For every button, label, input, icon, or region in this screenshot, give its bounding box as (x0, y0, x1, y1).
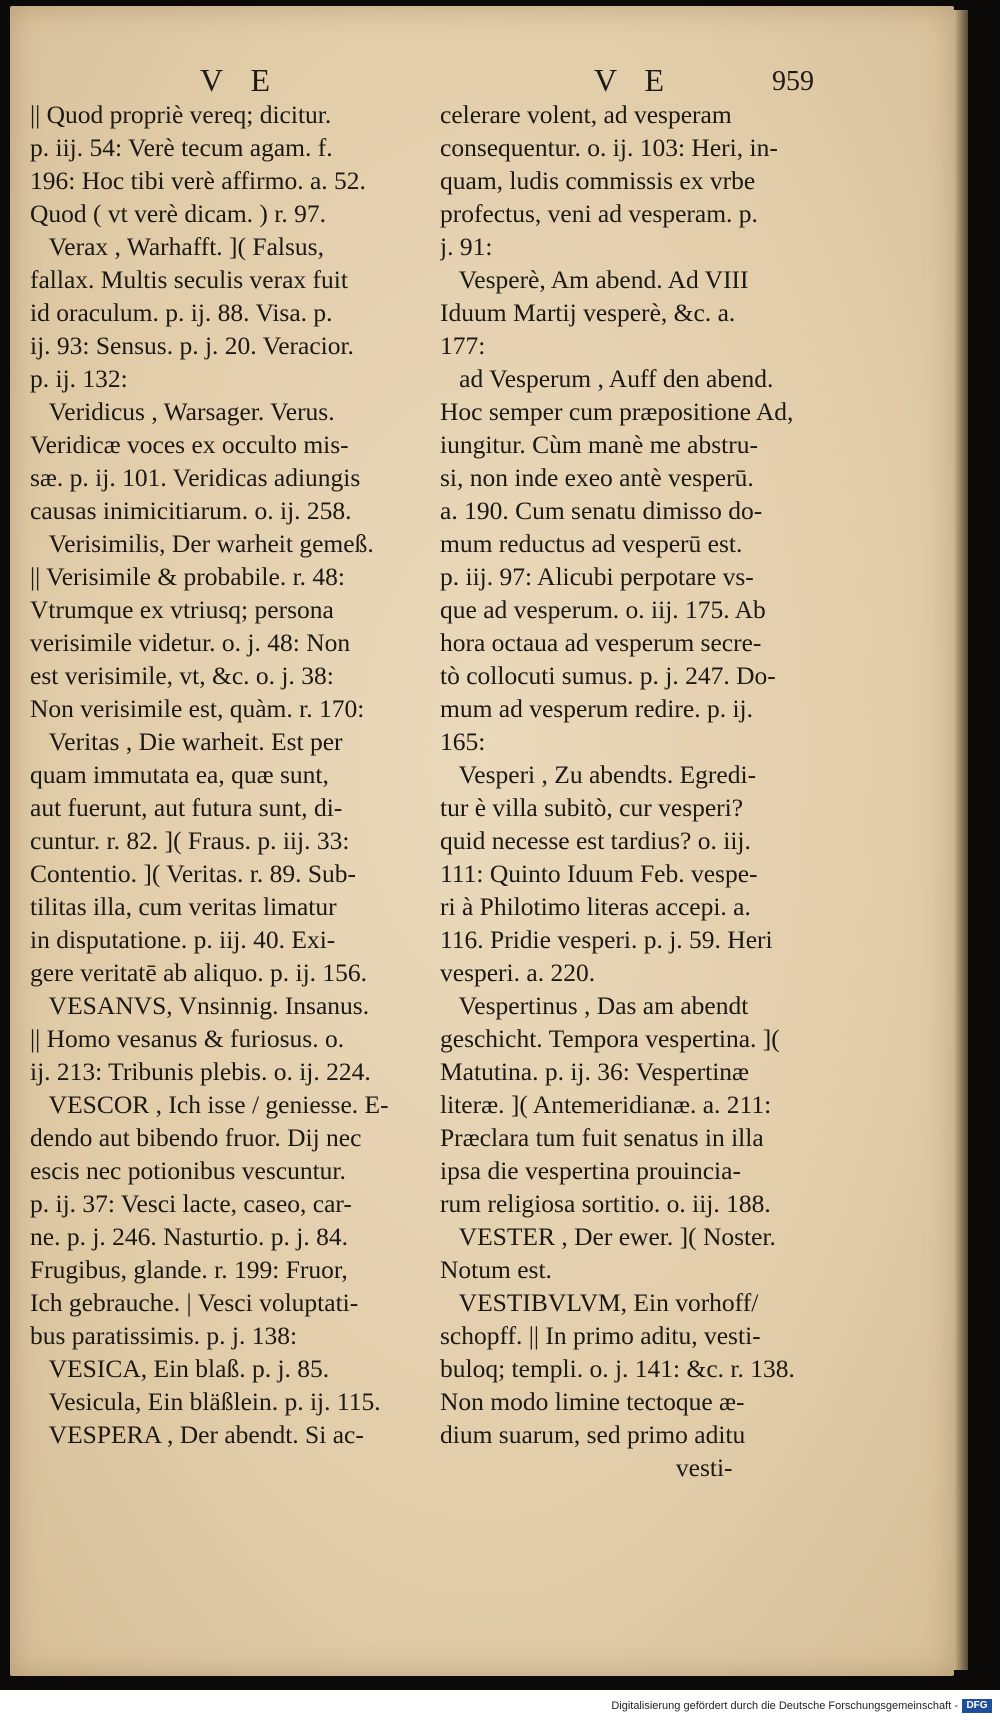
text-line: quam, ludis commissis ex vrbe (440, 166, 756, 195)
text-line: Non modo limine tectoque æ- (440, 1387, 745, 1416)
text-line: cuntur. r. 82. ]( Fraus. p. iij. 33: (30, 826, 350, 855)
text-line: Vtrumque ex vtriusq; persona (30, 595, 334, 624)
text-line: Contentio. ]( Veritas. r. 89. Sub- (30, 859, 357, 888)
text-line: bus paratissimis. p. j. 138: (30, 1321, 298, 1350)
text-line: gere veritatē ab aliquo. p. ij. 156. (30, 958, 368, 987)
text-line: Veridicus , Warsager. Verus. (30, 397, 335, 426)
text-line: Verisimilis, Der warheit gemeß. (30, 529, 374, 558)
text-line: ri à Philotimo literas accepi. a. (440, 892, 751, 921)
text-line: VESICA, Ein blaß. p. j. 85. (30, 1354, 330, 1383)
text-line: tur è villa subitò, cur vesperi? (440, 793, 744, 822)
text-line: Ich gebrauche. | Vesci voluptati- (30, 1288, 359, 1317)
text-line: VESANVS, Vnsinnig. Insanus. (30, 991, 370, 1020)
text-line: si, non inde exeo antè vesperū. (440, 463, 754, 492)
left-text-column (30, 98, 450, 1451)
text-line: fallax. Multis seculis verax fuit (30, 265, 348, 294)
text-line: causas inimicitiarum. o. ij. 258. (30, 496, 352, 525)
text-line: || Quod propriè vereq; dicitur. (30, 100, 332, 129)
text-line: id oraculum. p. ij. 88. Visa. p. (30, 298, 333, 327)
text-line: buloq; templi. o. j. 141: &c. r. 138. (440, 1354, 795, 1383)
text-line: j. 91: (440, 232, 493, 261)
text-line: Quod ( vt verè dicam. ) r. 97. (30, 199, 327, 228)
funding-credit: Digitalisierung gefördert durch die Deutsche Forschungsgemeinschaft - (611, 1700, 958, 1712)
text-line: consequentur. o. ij. 103: Heri, in- (440, 133, 778, 162)
text-line: Notum est. (440, 1255, 552, 1284)
text-line: p. ij. 37: Vesci lacte, caseo, car- (30, 1189, 352, 1218)
text-line: VESCOR , Ich isse / geniesse. E- (30, 1090, 389, 1119)
text-line: vesperi. a. 220. (440, 958, 596, 987)
text-line: VESPERA , Der abendt. Si ac- (30, 1420, 364, 1449)
text-line: dium suarum, sed primo aditu (440, 1420, 746, 1449)
text-line: hora octaua ad vesperum secre- (440, 628, 762, 657)
text-line: Frugibus, glande. r. 199: Fruor, (30, 1255, 348, 1284)
text-line: 165: (440, 727, 486, 756)
text-line: in disputatione. p. iij. 40. Exi- (30, 925, 336, 954)
text-line: Hoc semper cum præpositione Ad, (440, 397, 794, 426)
text-line: quid necesse est tardius? o. iij. (440, 826, 751, 855)
text-line: Iduum Martij vesperè, &c. a. (440, 298, 736, 327)
text-line: ij. 93: Sensus. p. j. 20. Veracior. (30, 331, 354, 360)
text-line: que ad vesperum. o. iij. 175. Ab (440, 595, 766, 624)
text-line: Non verisimile est, quàm. r. 170: (30, 694, 365, 723)
text-line: profectus, veni ad vesperam. p. (440, 199, 758, 228)
text-line: 177: (440, 331, 486, 360)
text-line: Vesperi , Zu abendts. Egredi- (440, 760, 757, 789)
text-line: celerare volent, ad vesperam (440, 100, 732, 129)
text-line: literæ. ]( Antemeridianæ. a. 211: (440, 1090, 772, 1119)
text-line: mum ad vesperum redire. p. ij. (440, 694, 753, 723)
text-line: || Homo vesanus & furiosus. o. (30, 1024, 345, 1053)
text-line: ne. p. j. 246. Nasturtio. p. j. 84. (30, 1222, 349, 1251)
text-line: ad Vesperum , Auff den abend. (440, 364, 774, 393)
text-line: || Verisimile & probabile. r. 48: (30, 562, 345, 591)
text-line: tò collocuti sumus. p. j. 247. Do- (440, 661, 776, 690)
text-line: dendo aut bibendo fruor. Dij nec (30, 1123, 362, 1152)
text-line: 196: Hoc tibi verè affirmo. a. 52. (30, 166, 366, 195)
right-text-column (440, 98, 860, 1484)
text-line: ij. 213: Tribunis plebis. o. ij. 224. (30, 1057, 371, 1086)
text-line: 116. Pridie vesperi. p. j. 59. Heri (440, 925, 773, 954)
text-line: p. iij. 97: Alicubi perpotare vs- (440, 562, 754, 591)
text-line: VESTER , Der ewer. ]( Noster. (440, 1222, 776, 1251)
text-line: Veridicæ voces ex occulto mis- (30, 430, 349, 459)
text-line: Vespertinus , Das am abendt (440, 991, 749, 1020)
text-line: geschicht. Tempora vespertina. ]( (440, 1024, 780, 1053)
text-line: mum reductus ad vesperū est. (440, 529, 743, 558)
text-line: vesti- (440, 1453, 733, 1482)
text-line: p. iij. 54: Verè tecum agam. f. (30, 133, 333, 162)
text-line: tilitas illa, cum veritas limatur (30, 892, 337, 921)
text-line: aut fuerunt, aut futura sunt, di- (30, 793, 343, 822)
text-line: rum religiosa sortitio. o. iij. 188. (440, 1189, 771, 1218)
text-line: Vesicula, Ein bläßlein. p. ij. 115. (30, 1387, 381, 1416)
text-line: escis nec potionibus vescuntur. (30, 1156, 346, 1185)
page-edge (954, 10, 968, 1670)
text-line: est verisimile, vt, &c. o. j. 38: (30, 661, 334, 690)
page-number: 959 (772, 66, 814, 97)
text-line: quam immutata ea, quæ sunt, (30, 760, 329, 789)
text-line: sæ. p. ij. 101. Veridicas adiungis (30, 463, 361, 492)
running-head-right: V E (594, 62, 675, 98)
text-line: Vesperè, Am abend. Ad VIII (440, 265, 749, 294)
running-head-left: V E (200, 62, 281, 98)
text-line: Præclara tum fuit senatus in illa (440, 1123, 764, 1152)
text-line: verisimile videtur. o. j. 48: Non (30, 628, 351, 657)
text-line: iungitur. Cùm manè me abstru- (440, 430, 758, 459)
text-line: Veritas , Die warheit. Est per (30, 727, 343, 756)
text-line: 111: Quinto Iduum Feb. vespe- (440, 859, 758, 888)
text-line: schopff. || In primo aditu, vesti- (440, 1321, 761, 1350)
text-line: Verax , Warhafft. ]( Falsus, (30, 232, 324, 261)
text-line: ipsa die vespertina prouincia- (440, 1156, 741, 1185)
text-line: p. ij. 132: (30, 364, 128, 393)
dfg-logo: DFG (962, 1699, 992, 1713)
text-line: VESTIBVLVM, Ein vorhoff/ (440, 1288, 759, 1317)
text-line: Matutina. p. ij. 36: Vespertinæ (440, 1057, 750, 1086)
text-line: a. 190. Cum senatu dimisso do- (440, 496, 763, 525)
